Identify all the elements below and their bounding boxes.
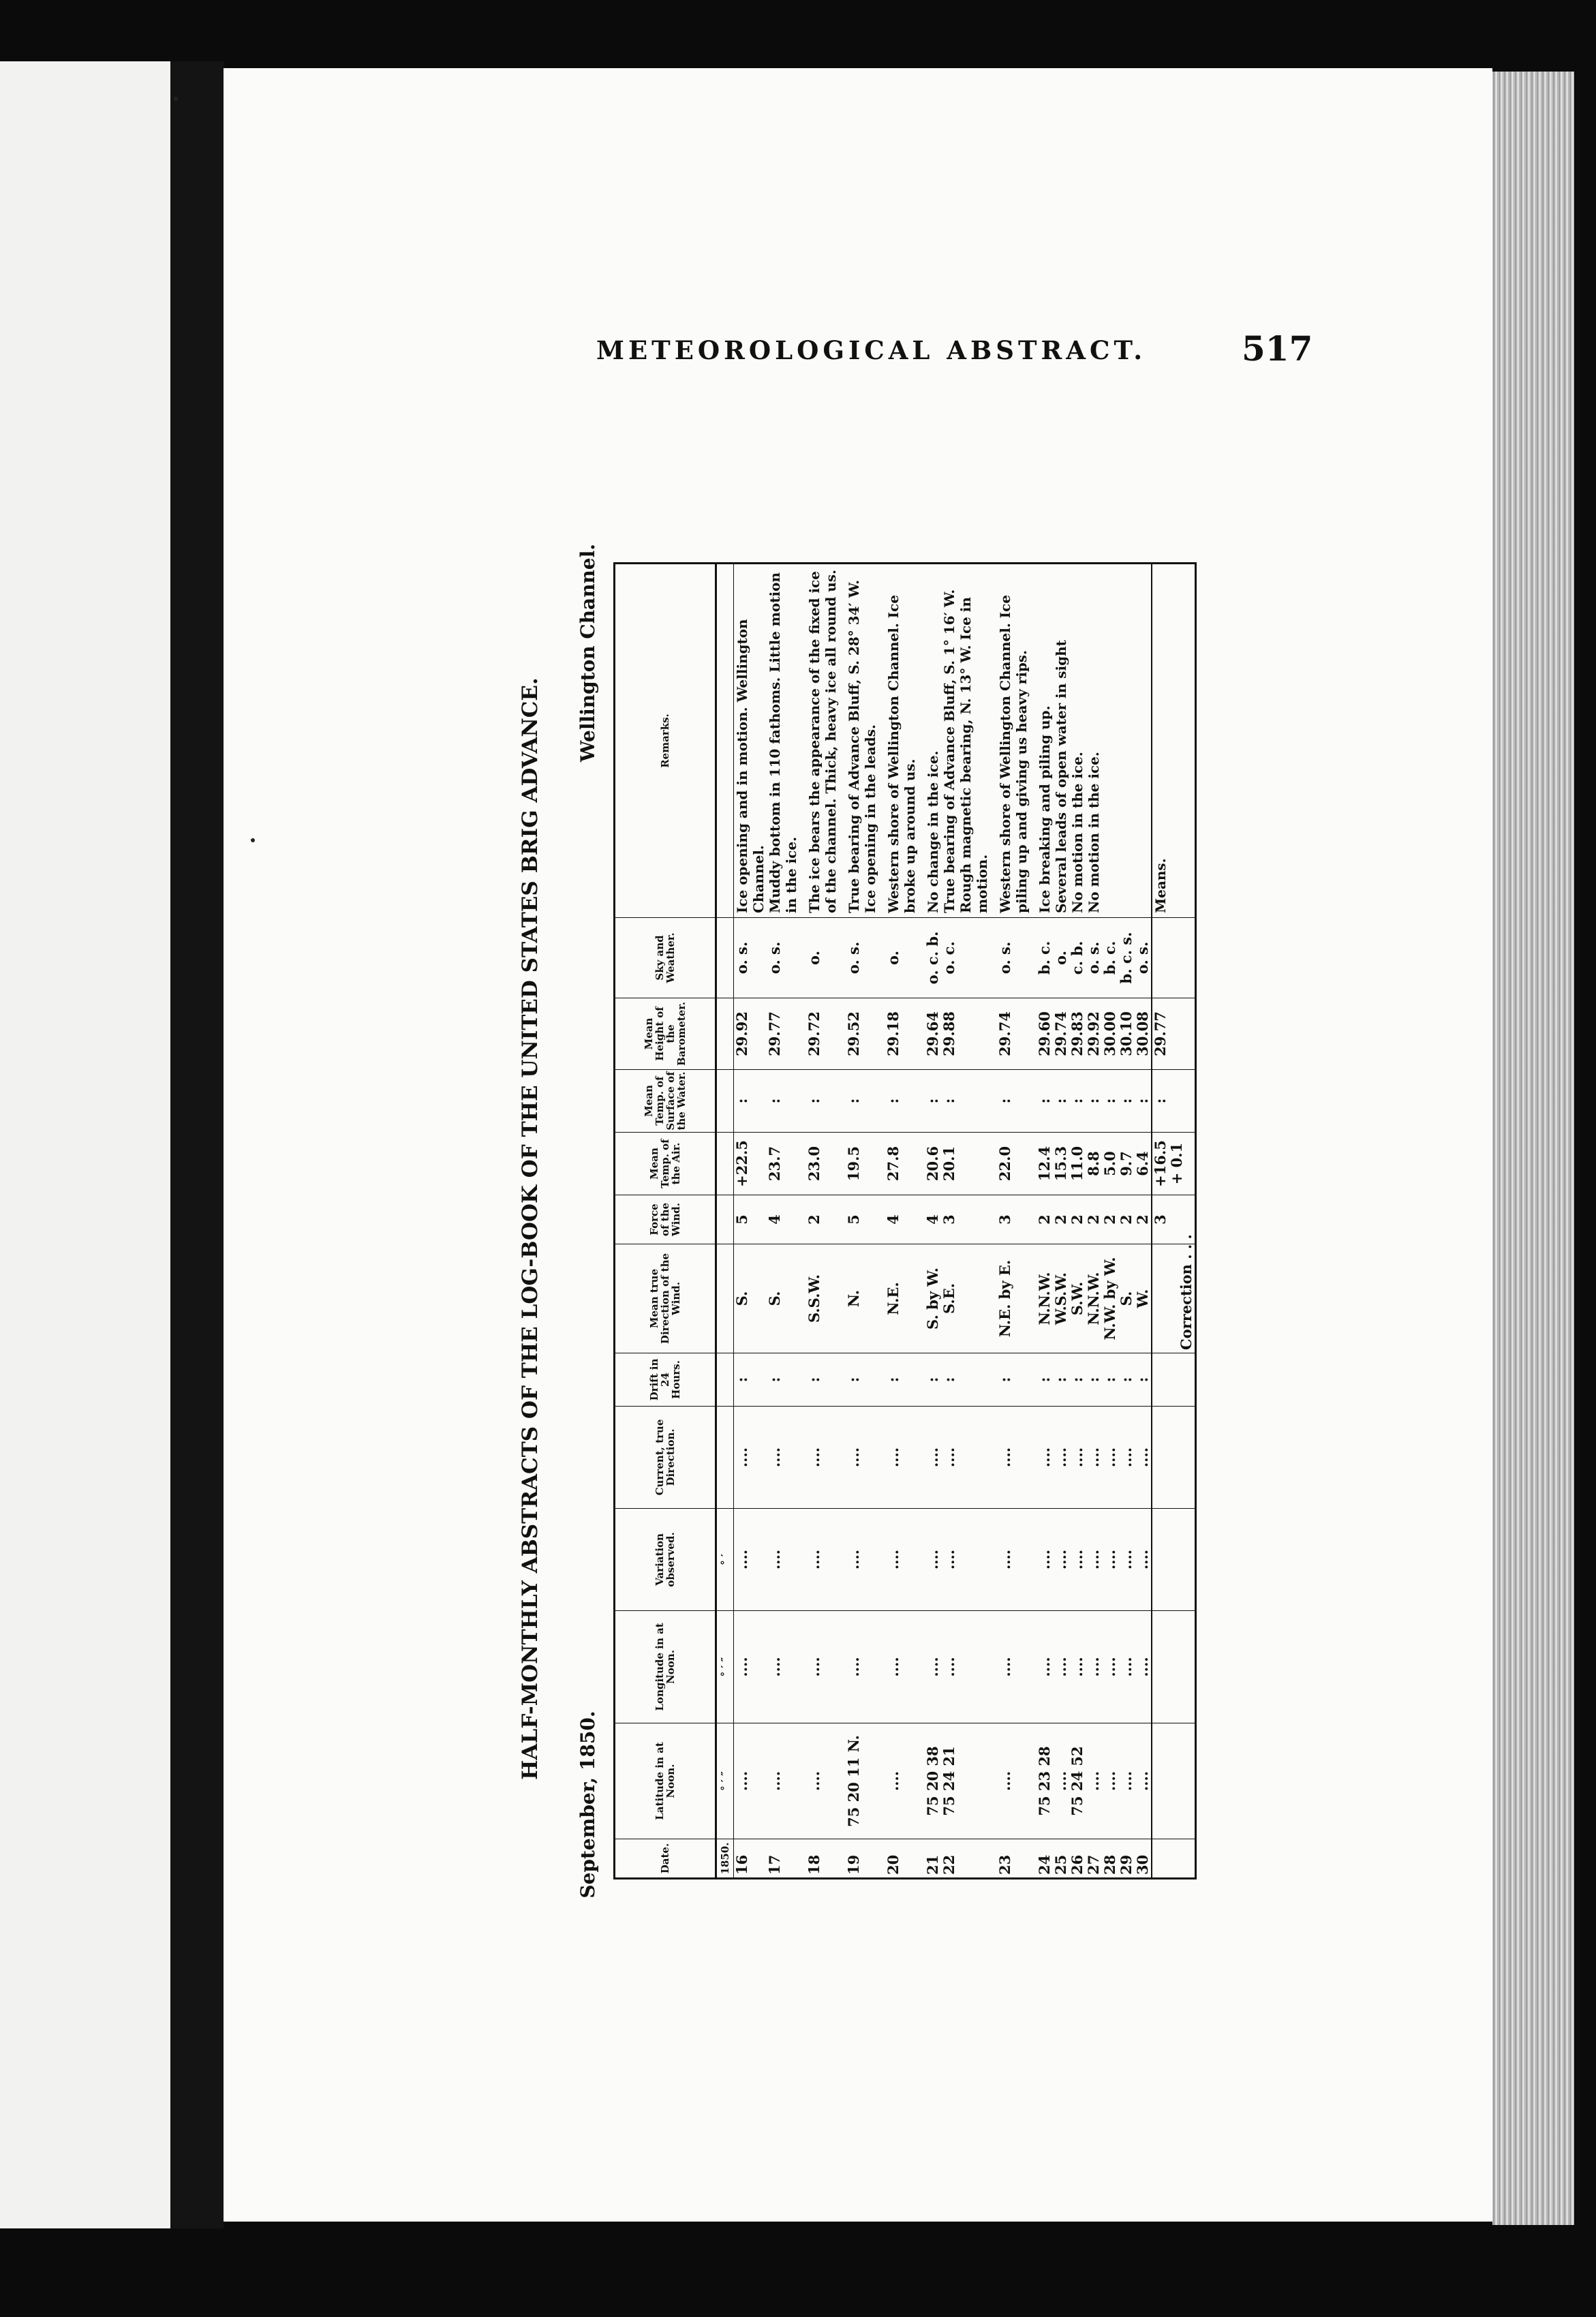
- water-temp-cell: :: [1102, 1070, 1118, 1133]
- wind-direction-cell: W.S.W.: [1053, 1244, 1069, 1353]
- remarks-cell: Muddy bottom in 110 fathoms. Little motion in the ice.: [767, 564, 799, 918]
- remarks-cell: Western shore of Wellington Channel. Ice broke up around us.: [885, 564, 918, 918]
- table-row: [767, 564, 799, 1879]
- table-row: [1135, 564, 1152, 1879]
- longitude-cell: ....: [1102, 1611, 1118, 1723]
- water-temp-cell: :: [1053, 1070, 1069, 1133]
- table-row: [925, 564, 941, 1879]
- current-cell: ....: [1135, 1407, 1152, 1509]
- force-mean: 3: [1152, 1195, 1196, 1244]
- sky-weather-cell: o. s.: [1135, 918, 1152, 998]
- wind-direction-cell: N.E.: [885, 1244, 918, 1353]
- remarks-cell: Western shore of Wellington Channel. Ice piling up and giving us heavy rips.: [997, 564, 1030, 918]
- variation-cell: ....: [1086, 1509, 1102, 1611]
- sky-weather-cell: o. s.: [1086, 918, 1102, 998]
- air-temp-cell: 22.0: [997, 1133, 1030, 1195]
- longitude-cell: ....: [846, 1611, 878, 1723]
- barometer-cell: 30.00: [1102, 998, 1118, 1070]
- column-header: Latitude in at Noon.: [615, 1723, 716, 1839]
- drift-cell: :: [846, 1353, 878, 1407]
- table-row: [941, 564, 990, 1879]
- sky-weather-cell: o. s.: [767, 918, 799, 998]
- longitude-cell: ....: [997, 1611, 1030, 1723]
- temp-correction: + 0.1: [1168, 1142, 1185, 1185]
- date-cell: 16: [734, 1839, 767, 1879]
- sky-weather-cell: o. s.: [846, 918, 878, 998]
- sky-weather-cell: b. c. s.: [1118, 918, 1135, 998]
- longitude-cell: ....: [1053, 1611, 1069, 1723]
- sky-weather-cell: c. b.: [1069, 918, 1086, 998]
- column-header: Mean Temp. of Surface of the Water.: [615, 1070, 716, 1133]
- water-mean: :: [1152, 1070, 1196, 1133]
- air-temp-cell: 20.1: [941, 1133, 990, 1195]
- table-row: [997, 564, 1030, 1879]
- table-cell: [1152, 1839, 1196, 1879]
- table-cell: [716, 1195, 734, 1244]
- longitude-cell: ....: [1037, 1611, 1053, 1723]
- date-cell: 24: [1037, 1839, 1053, 1879]
- table-row: [846, 564, 878, 1879]
- column-header: Mean Temp. of the Air.: [615, 1133, 716, 1195]
- latitude-cell: ....: [767, 1723, 799, 1839]
- latitude-cell: 75 20 38: [925, 1723, 941, 1839]
- drift-cell: :: [1037, 1353, 1053, 1407]
- var-units: ° ′: [716, 1509, 734, 1611]
- wind-force-cell: 4: [925, 1195, 941, 1244]
- water-temp-cell: :: [846, 1070, 878, 1133]
- wind-direction-cell: N.N.W.: [1037, 1244, 1053, 1353]
- wind-force-cell: 2: [1086, 1195, 1102, 1244]
- table-cell: [799, 564, 806, 918]
- barometer-cell: 29.92: [734, 998, 767, 1070]
- wind-direction-cell: N.E. by E.: [997, 1244, 1030, 1353]
- current-cell: ....: [885, 1407, 918, 1509]
- latitude-cell: 75 23 28: [1037, 1723, 1053, 1839]
- wind-force-cell: 2: [1037, 1195, 1053, 1244]
- water-temp-cell: :: [885, 1070, 918, 1133]
- variation-cell: ....: [1118, 1509, 1135, 1611]
- barometer-cell: 29.77: [767, 998, 799, 1070]
- remarks-cell: The ice bears the appearance of the fixed ice of the channel. Thick, heavy ice all round us.: [806, 564, 839, 918]
- air-temp-cell: 6.4: [1135, 1133, 1152, 1195]
- barometer-cell: 29.72: [806, 998, 839, 1070]
- water-temp-cell: :: [734, 1070, 767, 1133]
- remarks-cell: No change in the ice.: [925, 564, 941, 918]
- current-cell: ....: [1118, 1407, 1135, 1509]
- latitude-cell: ....: [997, 1723, 1030, 1839]
- date-cell: 21: [925, 1839, 941, 1879]
- column-header: Longitude in at Noon.: [615, 1611, 716, 1723]
- current-cell: ....: [941, 1407, 990, 1509]
- longitude-cell: ....: [925, 1611, 941, 1723]
- barometer-cell: 29.64: [925, 998, 941, 1070]
- latitude-cell: ....: [1102, 1723, 1118, 1839]
- column-header: Variation observed.: [615, 1509, 716, 1611]
- wind-force-cell: 2: [1135, 1195, 1152, 1244]
- water-temp-cell: :: [1135, 1070, 1152, 1133]
- current-cell: ....: [1102, 1407, 1118, 1509]
- current-cell: ....: [806, 1407, 839, 1509]
- table-cell: [1152, 1407, 1196, 1509]
- water-temp-cell: :: [1086, 1070, 1102, 1133]
- wind-direction-cell: N.N.W.: [1086, 1244, 1102, 1353]
- current-cell: ....: [1069, 1407, 1086, 1509]
- longitude-cell: ....: [1118, 1611, 1135, 1723]
- date-cell: 30: [1135, 1839, 1152, 1879]
- longitude-cell: ....: [1135, 1611, 1152, 1723]
- wind-direction-cell: S. by W.: [925, 1244, 941, 1353]
- variation-cell: ....: [734, 1509, 767, 1611]
- table-cell: [1152, 918, 1196, 998]
- header-row: [615, 564, 716, 1879]
- correction-label: Correction . . .: [1152, 1244, 1196, 1353]
- remarks-cell: [1102, 564, 1118, 918]
- table-cell: [716, 1407, 734, 1509]
- table-cell: [716, 1070, 734, 1133]
- sky-weather-cell: o. s.: [734, 918, 767, 998]
- barometer-cell: 29.18: [885, 998, 918, 1070]
- latitude-cell: ....: [1086, 1723, 1102, 1839]
- drift-cell: :: [1102, 1353, 1118, 1407]
- sky-weather-cell: o. c. b.: [925, 918, 941, 998]
- temp-mean-cell: [1152, 1133, 1196, 1195]
- book-binding: [170, 61, 224, 2228]
- sky-weather-cell: o. c.: [941, 918, 990, 998]
- air-temp-cell: 20.6: [925, 1133, 941, 1195]
- drift-cell: :: [997, 1353, 1030, 1407]
- means-label: Means.: [1152, 564, 1196, 918]
- table-cell: [1152, 1353, 1196, 1407]
- remarks-cell: Ice opening and in motion. Wellington Channel.: [734, 564, 767, 918]
- drift-cell: :: [1118, 1353, 1135, 1407]
- table-row: [1053, 564, 1069, 1879]
- current-cell: ....: [925, 1407, 941, 1509]
- variation-cell: ....: [1053, 1509, 1069, 1611]
- column-header: Remarks.: [615, 564, 716, 918]
- longitude-cell: ....: [767, 1611, 799, 1723]
- wind-direction-cell: S.: [767, 1244, 799, 1353]
- latitude-cell: ....: [806, 1723, 839, 1839]
- longitude-cell: ....: [1069, 1611, 1086, 1723]
- drift-cell: :: [1053, 1353, 1069, 1407]
- drift-cell: :: [1069, 1353, 1086, 1407]
- water-temp-cell: :: [941, 1070, 990, 1133]
- rotated-table-block: [518, 408, 1199, 2050]
- wind-direction-cell: S.W.: [1069, 1244, 1086, 1353]
- date-cell: 20: [885, 1839, 918, 1879]
- table-row: [1102, 564, 1118, 1879]
- date-cell: 22: [941, 1839, 990, 1879]
- remarks-cell: True bearing of Advance Bluff, S. 1° 16′ W. Rough magnetic bearing, N. 13° W. Ice in motion.: [941, 564, 990, 918]
- wind-direction-cell: S.: [1118, 1244, 1135, 1353]
- table-row: [1069, 564, 1086, 1879]
- latitude-cell: 75 24 52: [1069, 1723, 1086, 1839]
- table-row: [1118, 564, 1135, 1879]
- table-cell: [1030, 564, 1037, 918]
- air-temp-cell: +22.5: [734, 1133, 767, 1195]
- wind-force-cell: 3: [941, 1195, 990, 1244]
- table-title: HALF-MONTHLY ABSTRACTS OF THE LOG-BOOK OF THE UNITED STATES BRIG ADVANCE.: [518, 677, 542, 1780]
- sky-weather-cell: b. c.: [1037, 918, 1053, 998]
- air-temp-cell: 23.7: [767, 1133, 799, 1195]
- year-row: [716, 564, 734, 1879]
- barometer-cell: 29.88: [941, 998, 990, 1070]
- remarks-cell: [1135, 564, 1152, 918]
- wind-force-cell: 2: [1069, 1195, 1086, 1244]
- water-temp-cell: :: [1069, 1070, 1086, 1133]
- wind-force-cell: 2: [806, 1195, 839, 1244]
- barometer-cell: 30.10: [1118, 998, 1135, 1070]
- table-cell: [716, 1133, 734, 1195]
- air-temp-cell: 23.0: [806, 1133, 839, 1195]
- table-cell: [716, 918, 734, 998]
- variation-cell: ....: [1102, 1509, 1118, 1611]
- air-temp-cell: 9.7: [1118, 1133, 1135, 1195]
- date-cell: 19: [846, 1839, 878, 1879]
- sky-weather-cell: o.: [806, 918, 839, 998]
- table-cell: [878, 564, 885, 918]
- drift-cell: :: [734, 1353, 767, 1407]
- water-temp-cell: :: [925, 1070, 941, 1133]
- wind-force-cell: 5: [734, 1195, 767, 1244]
- drift-cell: :: [1086, 1353, 1102, 1407]
- longitude-cell: ....: [806, 1611, 839, 1723]
- date-cell: 18: [806, 1839, 839, 1879]
- month-heading: September, 1850.: [577, 1710, 599, 1899]
- latitude-cell: ....: [1053, 1723, 1069, 1839]
- remarks-cell: True bearing of Advance Bluff, S. 28° 34′ W. Ice opening in the leads.: [846, 564, 878, 918]
- facing-page: [0, 61, 185, 2228]
- table-row: [1086, 564, 1102, 1879]
- year-cell: 1850.: [716, 1839, 734, 1879]
- table-row: [1037, 564, 1053, 1879]
- speck-mark: [251, 838, 255, 842]
- water-temp-cell: :: [1118, 1070, 1135, 1133]
- wind-force-cell: 2: [1118, 1195, 1135, 1244]
- drift-cell: :: [925, 1353, 941, 1407]
- variation-cell: ....: [846, 1509, 878, 1611]
- remarks-cell: No motion in the ice.: [1069, 564, 1086, 918]
- longitude-cell: ....: [941, 1611, 990, 1723]
- current-cell: ....: [1086, 1407, 1102, 1509]
- date-cell: 28: [1102, 1839, 1118, 1879]
- table-cell: [716, 564, 734, 918]
- speck-mark: [174, 97, 178, 101]
- variation-cell: ....: [806, 1509, 839, 1611]
- drift-cell: :: [806, 1353, 839, 1407]
- wind-direction-cell: W.: [1135, 1244, 1152, 1353]
- wind-force-cell: 3: [997, 1195, 1030, 1244]
- means-row: [1152, 564, 1196, 1879]
- current-cell: ....: [997, 1407, 1030, 1509]
- latitude-cell: ....: [885, 1723, 918, 1839]
- date-cell: 23: [997, 1839, 1030, 1879]
- current-cell: ....: [846, 1407, 878, 1509]
- barometer-cell: 29.74: [1053, 998, 1069, 1070]
- longitude-cell: ....: [1086, 1611, 1102, 1723]
- table-row: [806, 564, 839, 1879]
- column-header: Drift in 24 Hours.: [615, 1353, 716, 1407]
- barometer-cell: 29.83: [1069, 998, 1086, 1070]
- column-header: Mean Height of the Barometer.: [615, 998, 716, 1070]
- air-temp-cell: 5.0: [1102, 1133, 1118, 1195]
- table-cell: [1152, 1611, 1196, 1723]
- water-temp-cell: :: [1037, 1070, 1053, 1133]
- column-header: Date.: [615, 1839, 716, 1879]
- column-header: Mean true Direction of the Wind.: [615, 1244, 716, 1353]
- variation-cell: ....: [1069, 1509, 1086, 1611]
- table-cell: [716, 1353, 734, 1407]
- table-cell: [839, 564, 846, 918]
- air-temp-cell: 12.4: [1037, 1133, 1053, 1195]
- running-head: METEOROLOGICAL ABSTRACT.: [596, 335, 1147, 365]
- date-cell: 17: [767, 1839, 799, 1879]
- variation-cell: ....: [885, 1509, 918, 1611]
- drift-cell: :: [767, 1353, 799, 1407]
- table-cell: [990, 564, 997, 918]
- wind-force-cell: 2: [1053, 1195, 1069, 1244]
- table-cell: [918, 564, 925, 918]
- column-header: Force of the Wind.: [615, 1195, 716, 1244]
- table-row: [885, 564, 918, 1879]
- latitude-cell: 75 24 21: [941, 1723, 990, 1839]
- drift-cell: :: [885, 1353, 918, 1407]
- latitude-cell: ....: [734, 1723, 767, 1839]
- barometer-cell: 29.60: [1037, 998, 1053, 1070]
- air-temp-cell: 15.3: [1053, 1133, 1069, 1195]
- longitude-cell: ....: [885, 1611, 918, 1723]
- variation-cell: ....: [925, 1509, 941, 1611]
- water-temp-cell: :: [806, 1070, 839, 1133]
- wind-direction-cell: S.E.: [941, 1244, 990, 1353]
- table-cell: [716, 998, 734, 1070]
- longitude-cell: ....: [734, 1611, 767, 1723]
- variation-cell: ....: [1135, 1509, 1152, 1611]
- table-cell: [1152, 1509, 1196, 1611]
- variation-cell: ....: [767, 1509, 799, 1611]
- latitude-cell: ....: [1135, 1723, 1152, 1839]
- page-number: 517: [1242, 328, 1313, 369]
- barometer-cell: 29.92: [1086, 998, 1102, 1070]
- page-edges: [1492, 72, 1574, 2225]
- date-cell: 26: [1069, 1839, 1086, 1879]
- sky-weather-cell: o. s.: [997, 918, 1030, 998]
- current-cell: ....: [1053, 1407, 1069, 1509]
- water-temp-cell: :: [767, 1070, 799, 1133]
- drift-cell: :: [941, 1353, 990, 1407]
- remarks-cell: [1118, 564, 1135, 918]
- wind-force-cell: 4: [767, 1195, 799, 1244]
- sky-weather-cell: o.: [1053, 918, 1069, 998]
- column-header: Current, true Direction.: [615, 1407, 716, 1509]
- sky-weather-cell: b. c.: [1102, 918, 1118, 998]
- table-row: [734, 564, 767, 1879]
- remarks-cell: Several leads of open water in sight: [1053, 564, 1069, 918]
- date-cell: 27: [1086, 1839, 1102, 1879]
- variation-cell: ....: [941, 1509, 990, 1611]
- air-temp-cell: 11.0: [1069, 1133, 1086, 1195]
- date-cell: 25: [1053, 1839, 1069, 1879]
- current-cell: ....: [767, 1407, 799, 1509]
- table-cell: [1152, 1723, 1196, 1839]
- log-table: [613, 562, 1197, 1879]
- latitude-cell: ....: [1118, 1723, 1135, 1839]
- current-cell: ....: [734, 1407, 767, 1509]
- wind-direction-cell: S.S.W.: [806, 1244, 839, 1353]
- lat-units: ° ′ ″: [716, 1723, 734, 1839]
- column-header: Sky and Weather.: [615, 918, 716, 998]
- air-temp-cell: 19.5: [846, 1133, 878, 1195]
- remarks-cell: No motion in the ice.: [1086, 564, 1102, 918]
- wind-force-cell: 4: [885, 1195, 918, 1244]
- lon-units: ° ′ ″: [716, 1611, 734, 1723]
- drift-cell: :: [1135, 1353, 1152, 1407]
- variation-cell: ....: [1037, 1509, 1053, 1611]
- current-cell: ....: [1037, 1407, 1053, 1509]
- wind-force-cell: 2: [1102, 1195, 1118, 1244]
- barometer-cell: 29.74: [997, 998, 1030, 1070]
- wind-direction-cell: N.: [846, 1244, 878, 1353]
- table-body: [716, 564, 1152, 1879]
- table-cell: [716, 1244, 734, 1353]
- latitude-cell: 75 20 11 N.: [846, 1723, 878, 1839]
- remarks-cell: Ice breaking and piling up.: [1037, 564, 1053, 918]
- date-cell: 29: [1118, 1839, 1135, 1879]
- temp-mean: +16.5: [1152, 1140, 1169, 1187]
- sky-weather-cell: o.: [885, 918, 918, 998]
- air-temp-cell: 27.8: [885, 1133, 918, 1195]
- barometer-mean: 29.77: [1152, 998, 1196, 1070]
- wind-force-cell: 5: [846, 1195, 878, 1244]
- barometer-cell: 30.08: [1135, 998, 1152, 1070]
- air-temp-cell: 8.8: [1086, 1133, 1102, 1195]
- barometer-cell: 29.52: [846, 998, 878, 1070]
- wind-direction-cell: S.: [734, 1244, 767, 1353]
- variation-cell: ....: [997, 1509, 1030, 1611]
- water-temp-cell: :: [997, 1070, 1030, 1133]
- channel-heading: Wellington Channel.: [577, 543, 599, 763]
- wind-direction-cell: N.W. by W.: [1102, 1244, 1118, 1353]
